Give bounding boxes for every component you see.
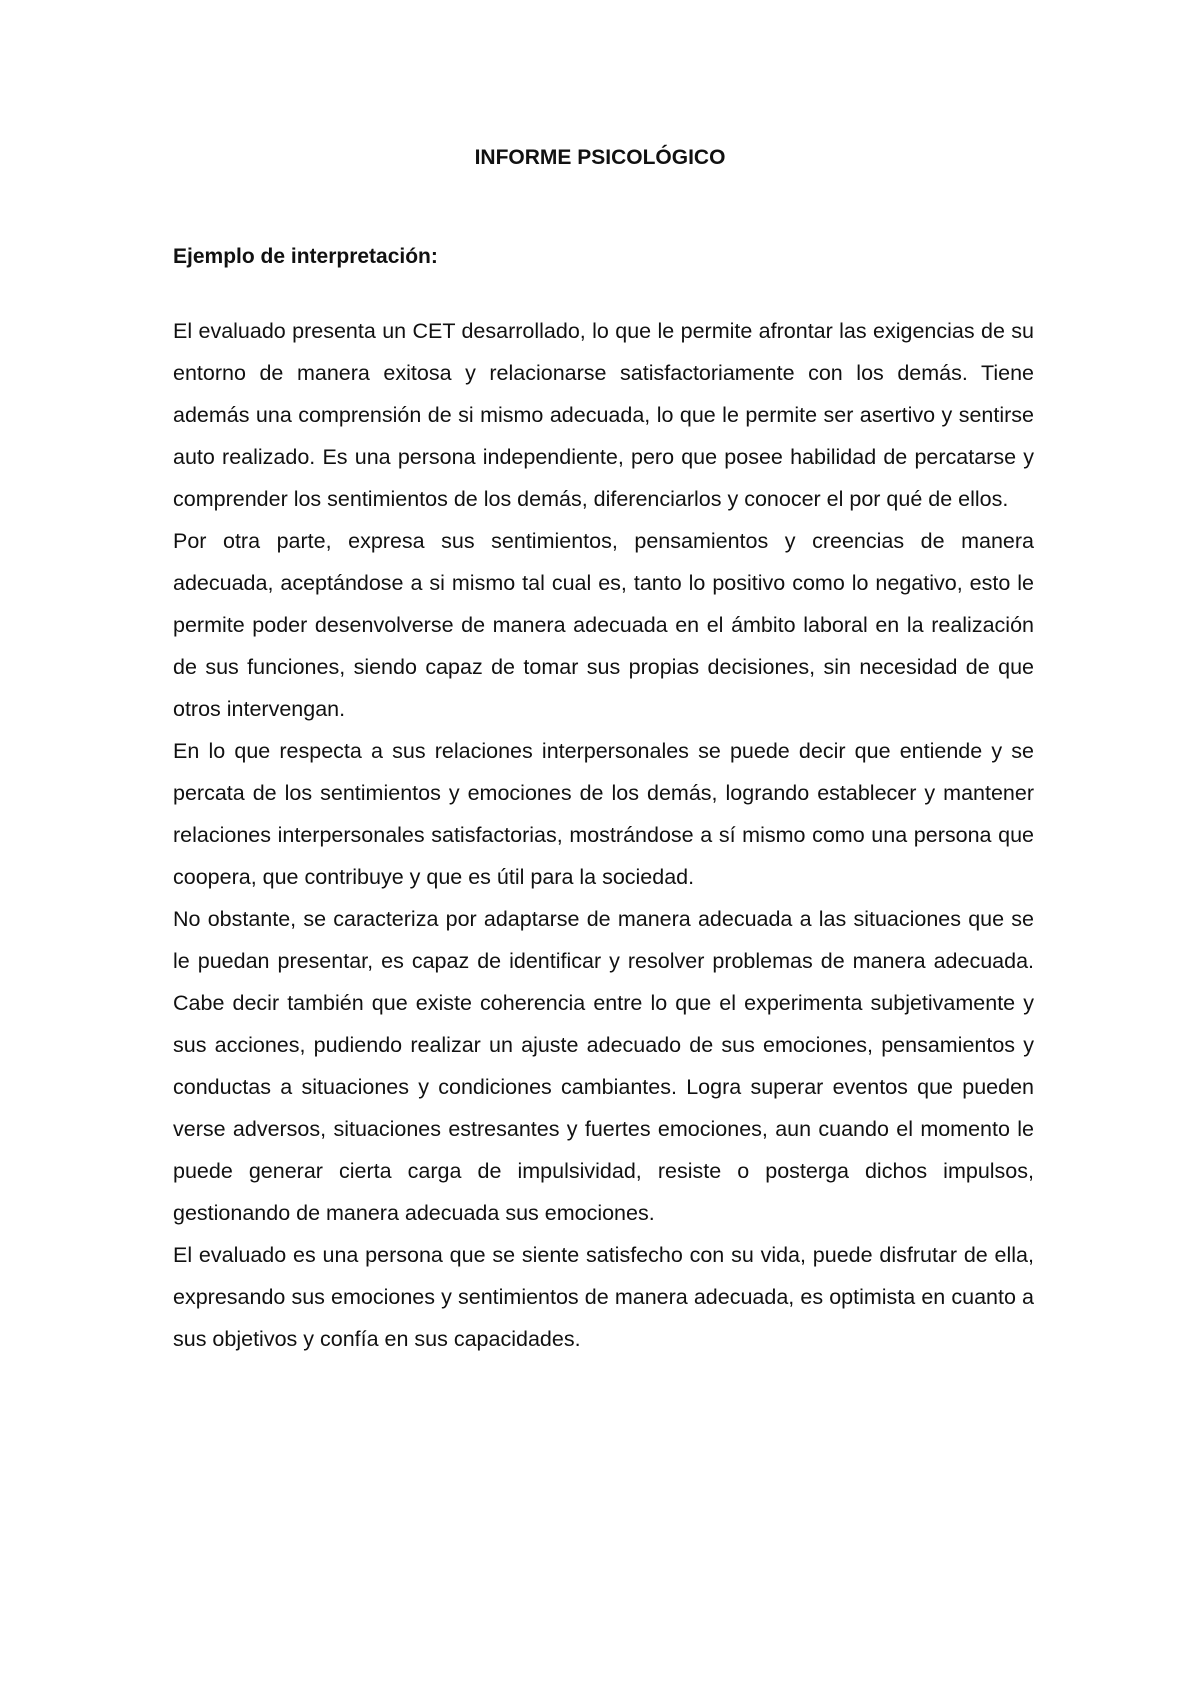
paragraph-2: Por otra parte, expresa sus sentimientos, pensamientos y creencias de manera adecuada, aceptándose a si mismo tal cual es, tanto lo positivo como lo negativo, esto le permite poder desenvolverse de manera adecuada en el ámbito laboral en la realización de sus funciones, siendo capaz de tomar sus propias decisiones, sin necesidad de que otros intervengan. (173, 529, 1034, 721)
section-heading: Ejemplo de interpretación: (173, 245, 438, 268)
paragraph-4: No obstante, se caracteriza por adaptarse de manera adecuada a las situaciones que se le puedan presentar, es capaz de identificar y resolver problemas de manera adecuada. Cabe decir también que existe coherencia entre lo que el experimenta subjetivamente y sus acciones, pudiendo realizar un ajuste adecuado de sus emociones, pensamientos y conductas a situaciones y condiciones cambiantes. Logra superar eventos que pueden verse adversos, situaciones estresantes y fuertes emociones, aun cuando el momento le puede generar cierta carga de impulsividad, resiste o posterga dichos impulsos, gestionando de manera adecuada sus emociones. (173, 907, 1034, 1225)
paragraph-3: En lo que respecta a sus relaciones interpersonales se puede decir que entiende y se percata de los sentimientos y emociones de los demás, logrando establecer y mantener relaciones interpersonales satisfactorias, mostrándose a sí mismo como una persona que coopera, que contribuye y que es útil para la sociedad. (173, 739, 1034, 889)
paragraph-1: El evaluado presenta un CET desarrollado, lo que le permite afrontar las exigencias de su entorno de manera exitosa y relacionarse satisfactoriamente con los demás. Tiene además una comprensión de si mismo adecuada, lo que le permite ser asertivo y sentirse auto realizado. Es una persona independiente, pero que posee habilidad de percatarse y comprender los sentimientos de los demás, diferenciarlos y conocer el por qué de ellos. (173, 319, 1034, 511)
document-body (173, 310, 1034, 1360)
document-title: INFORME PSICOLÓGICO (474, 146, 726, 169)
paragraph-5: El evaluado es una persona que se siente satisfecho con su vida, puede disfrutar de ella, expresando sus emociones y sentimientos de manera adecuada, es optimista en cuanto a sus objetivos y confía en sus capacidades. (173, 1243, 1034, 1351)
